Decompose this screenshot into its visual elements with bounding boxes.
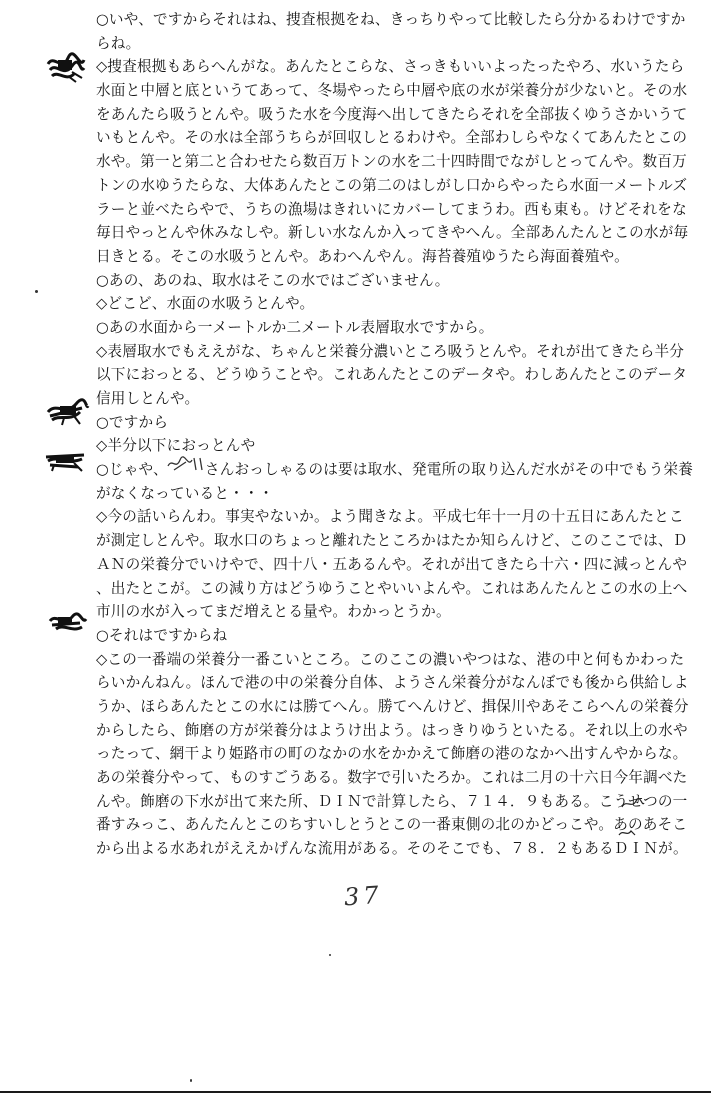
text-line: らね。 — [96, 34, 141, 52]
scan-speck — [329, 954, 331, 956]
text-line: から出よる水あれがええかげんな流用がある。そのそこでも、７８．２もあるＤＩＮが。 — [96, 840, 688, 858]
text-line: ったって、網干より姫路市の町のなかの水をかかえて飾磨の港のなかへ出すんやからな。 — [96, 745, 688, 763]
text-line: ○あの、あのね、取水はそこの水ではございません。 — [96, 271, 450, 289]
document-body — [96, 8, 706, 861]
text-line: ◇半分以下におっとんや — [96, 437, 256, 455]
text-line: 番すみっこ、あんたんとこのちすいしとうとこの一番東側の北のかどっこや。あのあそこ — [96, 816, 688, 834]
scribble-mark-icon — [44, 449, 88, 473]
text-line: 市川の水が入ってまだ増えとる量や。わかっとうか。 — [96, 603, 451, 621]
text-line: ◇捜査根拠もあらへんがな。あんたとこらな、さっきもいいよったったやろ、水いうたら — [96, 58, 685, 76]
scribble-mark-icon — [46, 398, 90, 426]
text-line: うか、ほらあんたとこの水には勝てへん。勝てへんけど、揖保川やあそこらへんの栄養分 — [96, 697, 689, 715]
text-line: ○いや、ですからそれはね、捜査根拠をね、きっちりやって比較したら分かるわけですか — [96, 11, 686, 28]
text-line: んや。飾磨の下水が出て来た所、ＤＩＮで計算したら、７１４．９もある。こうせつの一 — [96, 792, 688, 810]
text-line: 以下におっとる、どうゆうことや。これあんたとこのデータや。わしあんたとこのデータ — [96, 366, 688, 384]
text-line: ラーと並べたらやで、うちの漁場はきれいにカバーしてまうわ。西も東も。けどそれをな — [96, 200, 687, 218]
page-number: 37 — [343, 880, 384, 912]
text-line: ◇今の話いらんわ。事実やないか。よう聞きなよ。平成七年十一月の十五日にあんたとこ — [96, 508, 684, 526]
scan-speck — [190, 1079, 192, 1082]
scribble-mark-icon — [46, 52, 86, 84]
text-line: ◇表層取水でもええがな、ちゃんと栄養分濃いところ吸うとんや。それが出てきたら半分 — [96, 342, 685, 360]
text-line: ◇この一番端の栄養分一番こいところ。このここの濃いやつはな、港の中と何もかわった — [96, 650, 685, 668]
text-line: ○それはですからね — [96, 626, 228, 644]
text-line: 日きとる。そこの水吸うとんや。あわへんやん。海苔養殖ゆうたら海面養殖や。 — [96, 247, 629, 265]
text-line: 毎日やっとんや休みなしや。新しい水なんか入ってきやへん。全部あんたんとこの水が毎 — [96, 224, 689, 242]
bottom-rule — [0, 1091, 711, 1093]
text-line: 信用しとんや。 — [96, 390, 200, 407]
text-line: 水面と中層と底というてあって、冬場やったら中層や底の水が栄養分が少ないと。その水 — [96, 82, 688, 100]
text-line: いもとんや。その水は全部うちらが回収しとるわけや。全部わしらやなくてあんたとこの — [96, 129, 688, 147]
text-line: ◇どこど、水面の水吸うとんや。 — [96, 295, 315, 313]
scan-speck — [35, 290, 38, 293]
text-line: ○ですから — [96, 413, 169, 431]
text-line: ＡＮの栄養分でいけやで、四十八・五あるんや。それが出てきたら十六・四に減っとんや — [96, 555, 688, 573]
text-line: トンの水ゆうたらな、大体あんたとこの第二のはしがし口からやったら水面一メートルズ — [96, 176, 688, 194]
text-line: あの栄養分やって、ものすごうある。数字で引いたろか。これは二月の十六日今年調べた — [96, 769, 688, 786]
scribble-mark-icon — [48, 611, 88, 635]
text-line: 、出たとこが。この減り方はどうゆうことやいいよんや。これはあんたんとこの水の上へ — [96, 579, 688, 597]
text-line: をあんたら吸うとんや。吸うた水を今度海へ出してきたらそれを全部抜くゆうさかいうて — [96, 105, 688, 123]
text-line: からしたら、飾磨の方が栄養分はようけ出よう。はっきりゆうといたる。それ以上の水や — [96, 721, 688, 739]
handwritten-correction-icon — [620, 797, 646, 811]
text-line: らいかんねん。ほんで港の中の栄養分自体、ようさん栄養分がなんぼでも後から供給しよ — [96, 674, 689, 692]
handwritten-correction-icon — [617, 827, 637, 839]
text-line: ○じゃや、 さんおっしゃるのは要は取水、発電所の取り込んだ水がその中でもう栄養 — [96, 461, 694, 479]
text-line: 水や。第一と第二と合わせたら数百万トンの水を二十四時間でながしとってんや。数百万 — [96, 153, 687, 171]
text-line: が測定しとんや。取水口のちょっと離れたところかはたか知らんけど、このここでは、Ｄ — [96, 532, 688, 550]
text-line: ○あの水面から一メートルか二メートル表層取水ですから。 — [96, 318, 494, 336]
text-line: がなくなっていると・・・ — [96, 484, 274, 502]
